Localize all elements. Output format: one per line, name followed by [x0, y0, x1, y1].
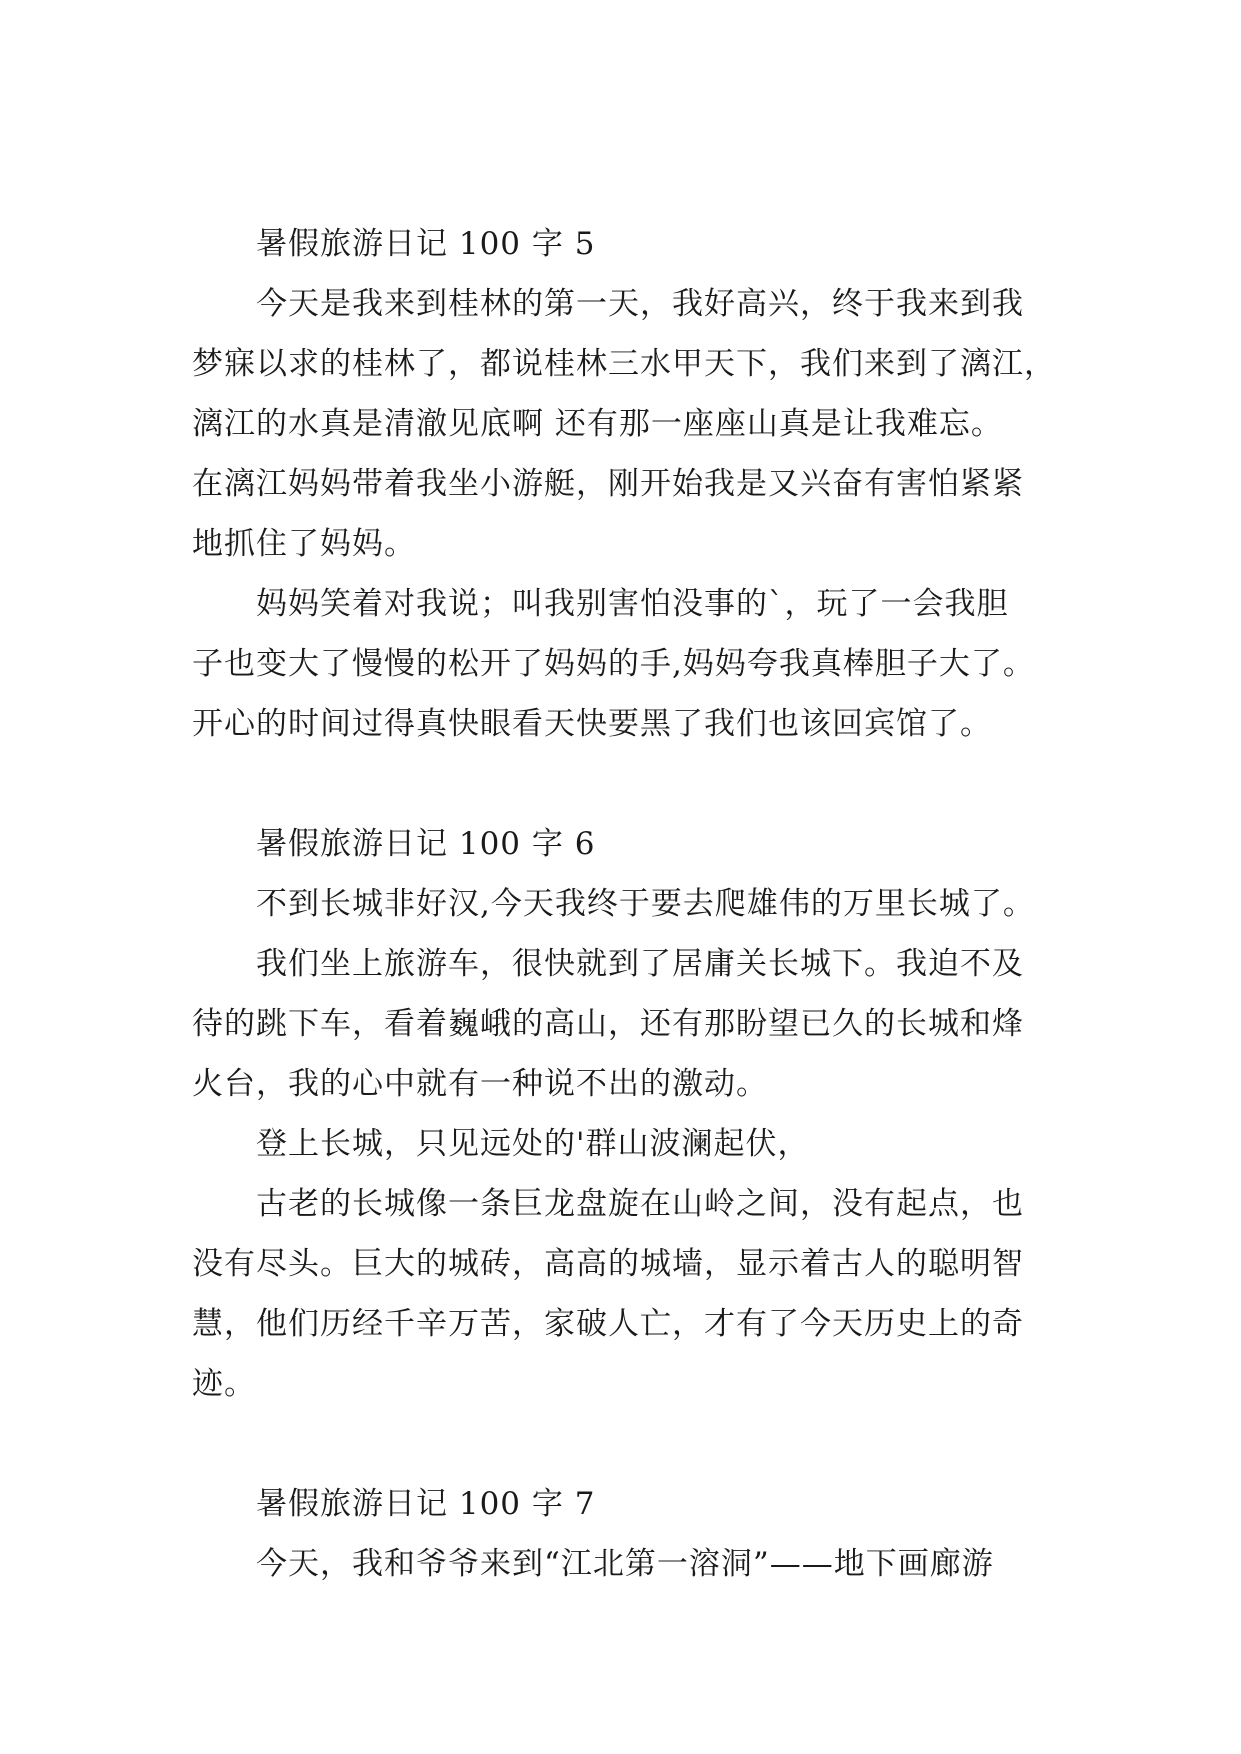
- paragraph-line: 在漓江妈妈带着我坐小游艇，刚开始我是又兴奋有害怕紧紧: [192, 466, 1024, 502]
- section-heading: 暑假旅游日记 100 字 5: [256, 226, 596, 262]
- paragraph-line: 开心的时间过得真快眼看天快要黑了我们也该回宾馆了。: [192, 706, 992, 742]
- paragraph-line: 今天，我和爷爷来到“江北第一溶洞”——地下画廊游: [256, 1546, 994, 1582]
- paragraph-line: 待的跳下车，看着巍峨的高山，还有那盼望已久的长城和烽: [192, 1006, 1024, 1042]
- paragraph-line: 妈妈笑着对我说；叫我别害怕没事的`，玩了一会我胆: [256, 586, 1009, 622]
- paragraph-line: 漓江的水真是清澈见底啊 还有那一座座山真是让我难忘。: [192, 406, 1003, 442]
- diary-section-7: [192, 1474, 1052, 1594]
- paragraph-line: 古老的长城像一条巨龙盘旋在山岭之间，没有起点，也: [256, 1186, 1024, 1222]
- paragraph: [192, 274, 1056, 574]
- paragraph: [192, 574, 1052, 754]
- paragraph: [192, 1534, 1052, 1594]
- paragraph-line: 没有尽头。巨大的城砖，高高的城墙，显示着古人的聪明智: [192, 1246, 1024, 1282]
- document-page: [192, 214, 1056, 1594]
- paragraph-line: 登上长城，只见远处的'群山波澜起伏，: [256, 1126, 810, 1162]
- paragraph: [192, 934, 1052, 1114]
- section-heading: 暑假旅游日记 100 字 6: [256, 826, 596, 862]
- paragraph: [192, 1174, 1052, 1414]
- section-gap: [192, 1414, 1052, 1474]
- paragraph-line: 我们坐上旅游车，很快就到了居庸关长城下。我迫不及: [256, 946, 1024, 982]
- section-heading: 暑假旅游日记 100 字 7: [256, 1486, 596, 1522]
- diary-section-6: [192, 814, 1052, 1414]
- paragraph-line: 梦寐以求的桂林了，都说桂林三水甲天下，我们来到了漓江，: [192, 346, 1056, 382]
- paragraph-line: 不到长城非好汉,今天我终于要去爬雄伟的万里长城了。: [256, 886, 1035, 922]
- paragraph: [192, 1114, 1052, 1174]
- paragraph-line: 慧，他们历经千辛万苦，家破人亡，才有了今天历史上的奇: [192, 1306, 1024, 1342]
- paragraph-line: 迹。: [192, 1366, 256, 1402]
- diary-section-5: [192, 214, 1056, 754]
- paragraph-line: 火台，我的心中就有一种说不出的激动。: [192, 1066, 768, 1102]
- paragraph-line: 今天是我来到桂林的第一天，我好高兴，终于我来到我: [256, 286, 1024, 322]
- paragraph-line: 地抓住了妈妈。: [192, 526, 416, 562]
- section-gap: [192, 754, 1052, 814]
- paragraph-line: 子也变大了慢慢的松开了妈妈的手,妈妈夸我真棒胆子大了。: [192, 646, 1035, 682]
- paragraph: [192, 874, 1052, 934]
